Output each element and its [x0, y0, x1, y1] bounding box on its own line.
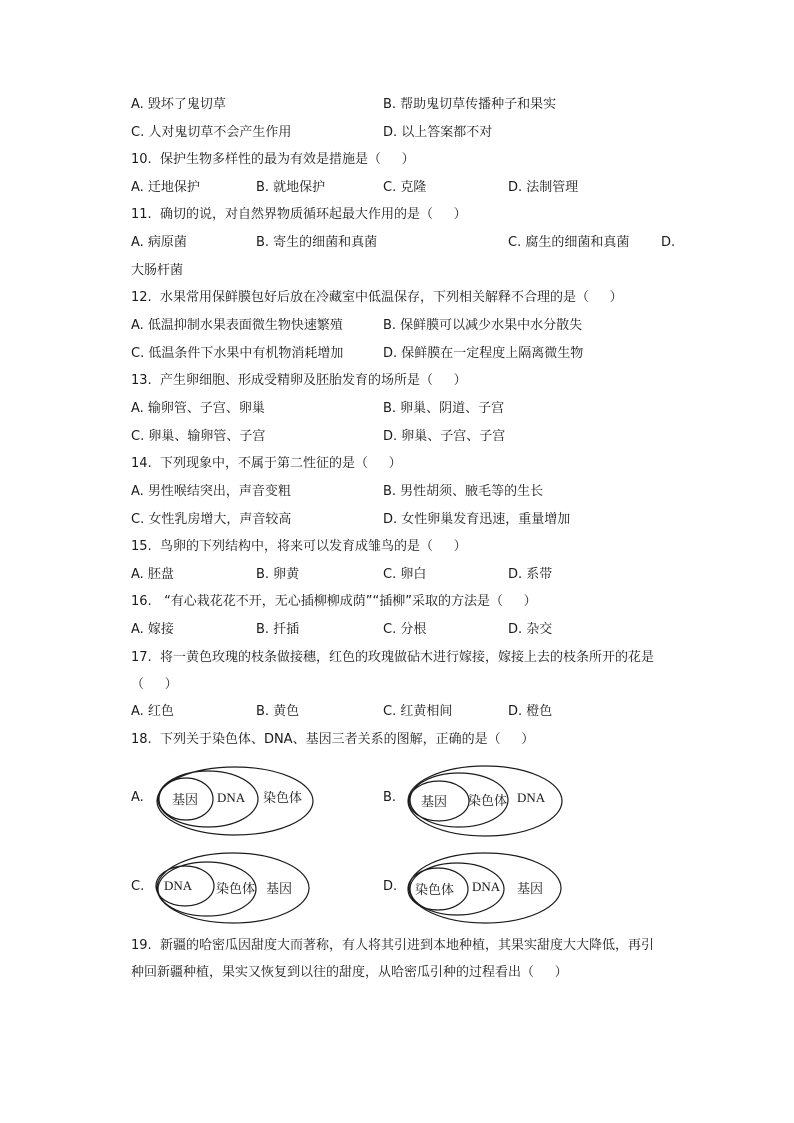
q12-option-a: A. 低温抑制水果表面微生物快速繁殖 [131, 318, 343, 333]
q11-option-d-continued: 大肠杆菌 [131, 263, 184, 278]
q10-option-a: A. 迁地保护 [131, 180, 200, 195]
q16-option-a: A. 嫁接 [131, 622, 174, 637]
q10-option-b: B. 就地保护 [256, 180, 326, 195]
q18-stem: 18. 下列关于染色体、DNA、基因三者关系的图解，正确的是（ ） [131, 732, 535, 747]
inner-label: 染色体 [415, 883, 455, 898]
q11-option-b: B. 寄生的细菌和真菌 [256, 235, 378, 250]
q19-stem-continued: 种回新疆种植，果实又恢复到以往的甜度，从哈密瓜引种的过程看出（ ） [131, 965, 568, 980]
q18-option-b-label: B. [383, 790, 397, 805]
outer-label: 基因 [517, 882, 544, 897]
q16-stem: 16. “有心栽花花不开，无心插柳柳成荫”“插柳”采取的方法是（ ） [131, 594, 537, 609]
q18-option-d-diagram [402, 849, 567, 933]
q16-option-d: D. 杂交 [508, 622, 553, 637]
q12-stem: 12. 水果常用保鲜膜包好后放在冷藏室中低温保存，下列相关解释不合理的是（ ） [131, 290, 623, 305]
middle-label: DNA [217, 790, 246, 805]
q9-option-b: B. 帮助鬼切草传播种子和果实 [383, 97, 557, 112]
q17-stem: 17. 将一黄色玫瑰的枝条做接穗，红色的玫瑰做砧木进行嫁接，嫁接上去的枝条所开的花是 [131, 650, 654, 665]
q14-stem: 14. 下列现象中，不属于第二性征的是（ ） [131, 456, 402, 471]
q9-option-d: D. 以上答案都不对 [383, 125, 493, 140]
outer-label: 染色体 [263, 791, 303, 806]
middle-label: DNA [472, 879, 501, 894]
middle-label: 染色体 [216, 882, 256, 897]
q12-option-c: C. 低温条件下水果中有机物消耗增加 [131, 346, 344, 361]
q13-option-c: C. 卵巢、输卵管、子宫 [131, 429, 266, 444]
q17-option-a: A. 红色 [131, 704, 174, 719]
q18-option-a-label: A. [131, 790, 144, 805]
q15-stem: 15. 鸟卵的下列结构中，将来可以发育成雏鸟的是（ ） [131, 539, 467, 554]
q13-option-a: A. 输卵管、子宫、卵巢 [131, 401, 265, 416]
q18-option-c-label: C. [131, 879, 145, 894]
q13-option-b: B. 卵巢、阴道、子宫 [383, 401, 505, 416]
q11-option-a: A. 病原菌 [131, 235, 187, 250]
q13-stem: 13. 产生卵细胞、形成受精卵及胚胎发育的场所是（ ） [131, 373, 467, 388]
q16-option-b: B. 扦插 [256, 622, 300, 637]
q14-option-b: B. 男性胡须、腋毛等的生长 [383, 484, 544, 499]
q11-option-d: D. [661, 235, 676, 250]
q10-stem: 10. 保护生物多样性的最为有效是措施是（ ） [131, 152, 415, 167]
middle-label: 染色体 [468, 794, 508, 809]
q18-option-d-label: D. [383, 879, 398, 894]
q9-option-a: A. 毁坏了鬼切草 [131, 97, 226, 112]
q9-option-c: C. 人对鬼切草不会产生作用 [131, 125, 292, 140]
q10-option-d: D. 法制管理 [508, 180, 579, 195]
q11-option-c: C. 腐生的细菌和真菌 [508, 235, 630, 250]
q17-option-b: B. 黄色 [256, 704, 300, 719]
q18-option-a-diagram [150, 762, 320, 844]
q17-stem-continued: （ ） [131, 677, 178, 692]
q17-option-c: C. 红黄相间 [383, 704, 453, 719]
q10-option-c: C. 克隆 [383, 180, 427, 195]
q19-stem: 19. 新疆的哈密瓜因甜度大而著称，有人将其引进到本地种植，其果实甜度大大降低，再引 [131, 938, 654, 953]
q11-stem: 11. 确切的说，对自然界物质循环起最大作用的是（ ） [131, 207, 467, 222]
inner-label: DNA [164, 878, 193, 893]
q17-option-d: D. 橙色 [508, 704, 553, 719]
outer-label: 基因 [266, 882, 293, 897]
q15-option-c: C. 卵白 [383, 567, 427, 582]
q15-option-a: A. 胚盘 [131, 567, 174, 582]
q13-option-d: D. 卵巢、子宫、子宫 [383, 429, 506, 444]
q14-option-a: A. 男性喉结突出，声音变粗 [131, 484, 291, 499]
q14-option-d: D. 女性卵巢发育迅速，重量增加 [383, 512, 571, 527]
q12-option-b: B. 保鲜膜可以减少水果中水分散失 [383, 318, 583, 333]
q14-option-c: C. 女性乳房增大，声音较高 [131, 512, 292, 527]
q16-option-c: C. 分根 [383, 622, 427, 637]
outer-label: DNA [517, 790, 546, 805]
q15-option-b: B. 卵黄 [256, 567, 300, 582]
q15-option-d: D. 系带 [508, 567, 553, 582]
inner-label: 基因 [421, 795, 448, 810]
q18-option-b-diagram [402, 762, 567, 846]
q12-option-d: D. 保鲜膜在一定程度上隔离微生物 [383, 346, 584, 361]
inner-label: 基因 [172, 793, 199, 808]
q18-option-c-diagram [150, 849, 315, 933]
